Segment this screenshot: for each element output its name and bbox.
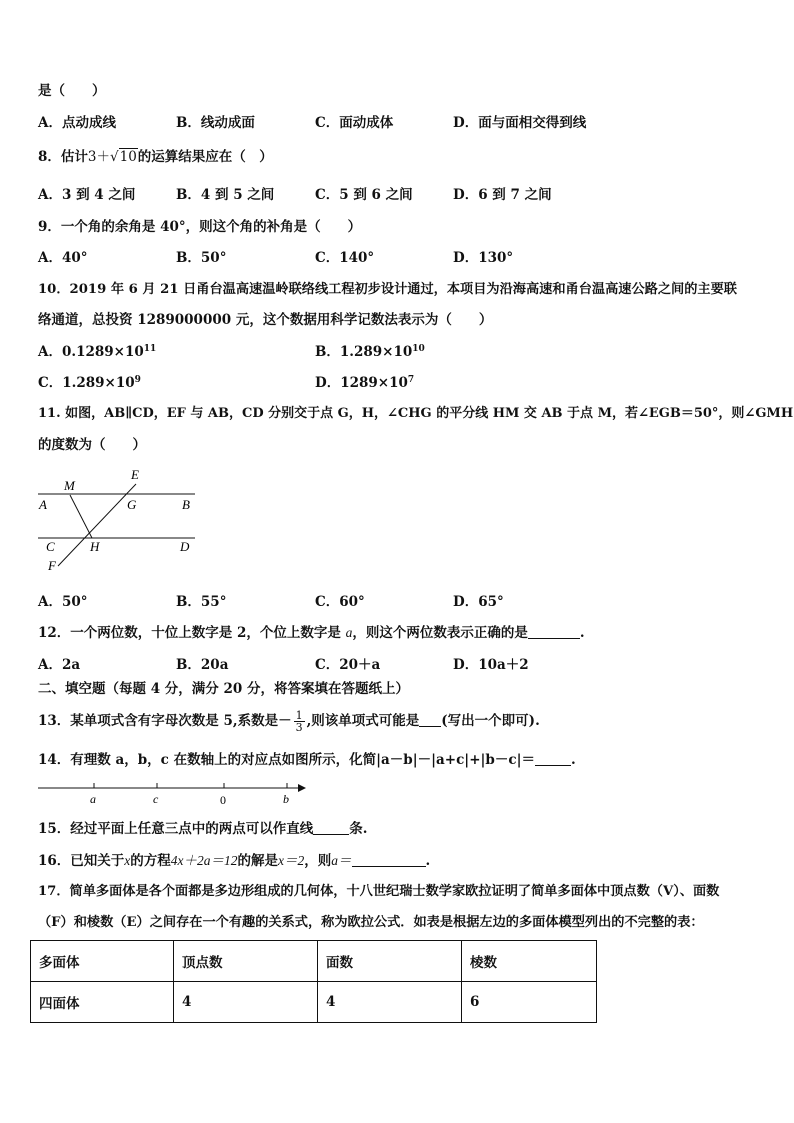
q10-option-b: B．$1.289\times 10^{10}$ <box>315 344 425 360</box>
axis-label-b: b <box>283 792 289 806</box>
label-g: G <box>127 497 137 512</box>
q7-option-c: C．面动成体 <box>315 115 394 131</box>
q10-option-d: D．$1289\times 10^7$ <box>315 375 415 391</box>
q12-option-d: D．10a＋2 <box>453 657 529 673</box>
q13-question: 13．某单项式含有字母次数是 5,系数是－ $\frac{1}{3}$ ,则该单项式可能是 (写出一个即可). <box>38 709 540 734</box>
axis-label-0: 0 <box>220 793 226 806</box>
q12-option-c: C．20＋a <box>315 657 381 673</box>
line-hm <box>70 495 92 538</box>
table-cell: 4 <box>318 982 462 1023</box>
q7-option-d: D．面与面相交得到线 <box>453 115 587 131</box>
q7-tail: 是（ ） <box>38 83 106 99</box>
axis-label-a: a <box>90 792 96 806</box>
table-header-cell: 面数 <box>318 941 462 982</box>
q12-question: 12．一个两位数，十位上数字是 2，个位上数字是 a，则这个两位数表示正确的是 . <box>38 625 585 641</box>
table-header-cell: 棱数 <box>462 941 597 982</box>
q15-question: 15．经过平面上任意三点中的两点可以作直线 条. <box>38 821 368 837</box>
polyhedron-table <box>30 940 597 1023</box>
q8-option-b: B．4 到 5 之间 <box>176 187 275 203</box>
q11-option-d: D．65° <box>453 594 504 610</box>
q11-option-a: A．50° <box>38 594 88 610</box>
label-h: H <box>90 539 100 554</box>
q8-question: 8．估计3＋√10的运算结果应在（ ） <box>38 149 273 165</box>
q14-question: 14．有理数 a，b，c 在数轴上的对应点如图所示，化简|a－b|－|a+c|+|b－c|＝ . <box>38 752 576 768</box>
q16-question: 16．已知关于x的方程4x＋2a＝12的解是x＝2，则a＝ . <box>38 853 431 869</box>
label-a: A <box>39 497 47 512</box>
q11-figure <box>30 462 210 577</box>
q12-option-a: A．2a <box>38 657 81 673</box>
q14-number-line <box>36 776 311 806</box>
q11-question-line2: 的度数为（ ） <box>38 437 146 453</box>
q10-question-line2: 络通道，总投资 1289000000 元，这个数据用科学记数法表示为（ ） <box>38 312 493 328</box>
label-f: F <box>48 558 56 573</box>
label-c: C <box>46 539 55 554</box>
table-cell: 四面体 <box>31 982 174 1023</box>
table-cell: 4 <box>174 982 318 1023</box>
q9-option-c: C．140° <box>315 250 375 266</box>
q8-option-a: A．3 到 4 之间 <box>38 187 136 203</box>
q10-question-line1: 10．2019 年 6 月 21 日甬台温高速温岭联络线工程初步设计通过，本项目为沿海高速和甬台温高速公路之间的主要联 <box>38 282 737 297</box>
q7-option-a: A．点动成线 <box>38 115 116 131</box>
q11-option-b: B．55° <box>176 594 227 610</box>
table-header-row <box>31 941 597 982</box>
q9-option-b: B．50° <box>176 250 227 266</box>
q8-option-c: C．5 到 6 之间 <box>315 187 413 203</box>
label-d: D <box>180 539 190 554</box>
q12-option-b: B．20a <box>176 657 229 673</box>
q7-option-b: B．线动成面 <box>176 115 255 131</box>
q9-option-d: D．130° <box>453 250 514 266</box>
table-cell: 6 <box>462 982 597 1023</box>
q17-question-line1: 17．简单多面体是各个面都是多边形组成的几何体，十八世纪瑞士数学家欧拉证明了简单多面体中顶点数（V）、面数 <box>38 884 720 899</box>
q11-option-c: C．60° <box>315 594 365 610</box>
table-row <box>31 982 597 1023</box>
table-header-cell: 多面体 <box>31 941 174 982</box>
q8-option-d: D．6 到 7 之间 <box>453 187 552 203</box>
label-b: B <box>182 497 190 512</box>
q9-option-a: A．40° <box>38 250 88 266</box>
label-e: E <box>131 467 139 482</box>
label-m: M <box>64 478 75 493</box>
q17-question-line2: （F）和棱数（E）之间存在一个有趣的关系式，称为欧拉公式．如表是根据左边的多面体模型列出的不完整的表： <box>38 915 704 930</box>
q9-question: 9．一个角的余角是 40°，则这个角的补角是（ ） <box>38 219 362 235</box>
q11-question-line1: 11. 如图，AB∥CD，EF 与 AB，CD 分别交于点 G，H，∠CHG 的平分线 HM 交 AB 于点 M，若∠EGB＝50°，则∠GMH <box>38 406 794 421</box>
table-header-cell: 顶点数 <box>174 941 318 982</box>
section-heading: 二、填空题（每题 4 分，满分 20 分，将答案填在答题纸上） <box>38 681 409 697</box>
q10-option-a: A．$0.1289\times 10^{11}$ <box>38 344 157 360</box>
axis-label-c: c <box>153 792 159 806</box>
q10-option-c: C．$1.289\times 10^9$ <box>38 375 141 391</box>
